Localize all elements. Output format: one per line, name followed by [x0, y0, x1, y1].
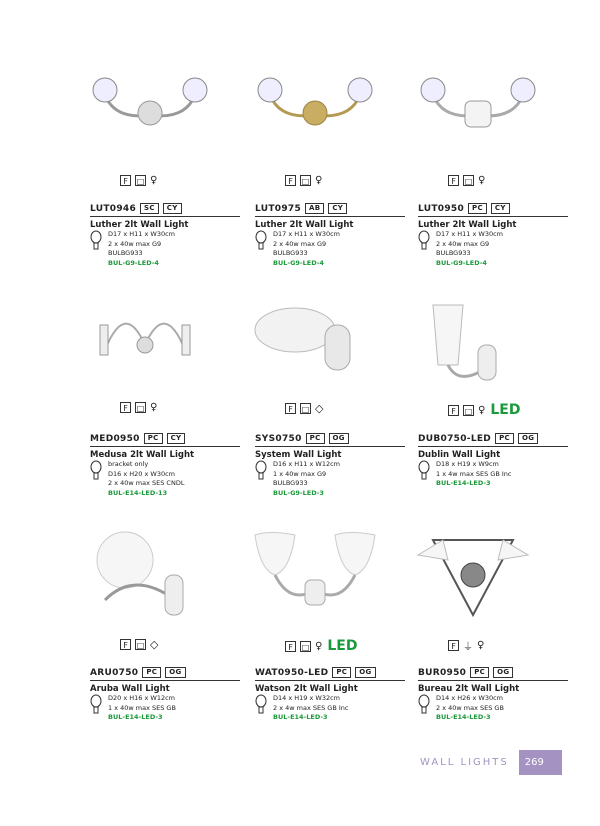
class-f-icon: F	[285, 175, 296, 186]
spec-line: D17 x H11 x W30cm	[273, 230, 340, 238]
finish-tag: PC	[144, 433, 163, 444]
class-f-icon: F	[120, 175, 131, 186]
double-insulated-icon: □	[301, 642, 310, 652]
section-title: WALL LIGHTS	[420, 757, 509, 768]
feature-icons	[448, 402, 520, 418]
product-name: Luther 2lt Wall Light	[90, 220, 189, 230]
divider	[255, 446, 405, 447]
product-code: SYS0750	[255, 433, 302, 444]
product-code: LUT0946	[90, 203, 137, 214]
spec-line: BULBG933	[273, 249, 308, 257]
lamp-icon	[90, 694, 104, 723]
product-image	[250, 75, 380, 139]
finish-tag: OG	[518, 433, 538, 444]
product-image	[85, 300, 205, 384]
product-info	[90, 433, 240, 498]
led-badge: LED	[490, 402, 521, 418]
feature-icons	[285, 402, 323, 415]
spec-line: D16 x H20 x W30cm	[108, 469, 175, 478]
feature-icons	[285, 175, 322, 186]
product-name: Luther 2lt Wall Light	[418, 220, 517, 230]
surface-mount-icon: ◇	[150, 638, 159, 651]
product-info	[418, 433, 568, 489]
led-bulb-code: BUL-E14-LED-3	[436, 713, 491, 721]
led-bulb-code: BUL-G9-LED-4	[436, 258, 487, 267]
finish-tag: PC	[468, 203, 487, 214]
product-name: Medusa 2lt Wall Light	[90, 450, 195, 460]
product-info	[90, 667, 240, 723]
finish-tag: OG	[329, 433, 349, 444]
feature-icons	[448, 175, 485, 186]
spec-line: 2 x 40w max G9	[108, 239, 162, 248]
product-image	[250, 530, 380, 614]
product-code: ARU0750	[90, 667, 139, 678]
page-footer	[420, 750, 562, 775]
product-code: MED0950	[90, 433, 140, 444]
product-image	[413, 530, 533, 624]
led-badge: LED	[327, 638, 358, 654]
bulb-icon: ♀	[150, 175, 158, 186]
product-name: Dublin Wall Light	[418, 450, 501, 460]
spec-line: 2 x 40w max G9	[273, 239, 327, 248]
feature-icons	[448, 638, 484, 653]
finish-tag: OG	[493, 667, 513, 678]
lamp-icon	[418, 230, 432, 268]
product-info	[418, 667, 568, 723]
spec-line: BULBG933	[273, 479, 308, 487]
feature-icons	[120, 638, 158, 651]
divider	[418, 680, 568, 681]
lamp-icon	[255, 460, 269, 498]
lamp-icon	[255, 230, 269, 268]
product-name: System Wall Light	[255, 450, 342, 460]
finish-tag: SC	[140, 203, 159, 214]
lamp-icon	[90, 230, 104, 268]
led-bulb-code: BUL-G9-LED-4	[108, 258, 159, 267]
product-name: Bureau 2lt Wall Light	[418, 684, 520, 694]
product-info	[255, 433, 405, 498]
finish-tag: PC	[306, 433, 325, 444]
spec-line: bracket only	[108, 460, 149, 468]
product-image	[85, 75, 215, 139]
led-bulb-code: BUL-E14-LED-13	[108, 488, 168, 497]
finish-tag: PC	[470, 667, 489, 678]
led-bulb-code: BUL-E14-LED-3	[273, 713, 328, 721]
spec-line: D20 x H16 x W12cm	[108, 694, 175, 702]
product-info	[418, 203, 568, 268]
double-insulated-icon: □	[136, 404, 145, 413]
spec-line: D17 x H11 x W30cm	[108, 230, 175, 238]
divider	[255, 216, 405, 217]
finish-tag: PC	[332, 667, 351, 678]
spec-line: 1 x 40w max SES GB	[108, 703, 176, 712]
product-code: BUR0950	[418, 667, 467, 678]
class-f-icon: F	[120, 402, 131, 413]
product-image	[85, 530, 195, 624]
spec-line: BULBG933	[108, 249, 143, 257]
finish-tag: OG	[165, 667, 185, 678]
double-insulated-icon: □	[136, 641, 145, 650]
product-info	[255, 203, 405, 268]
bulb-icon: ♀	[315, 175, 323, 186]
product-name: Aruba Wall Light	[90, 684, 170, 694]
lamp-icon	[418, 460, 432, 489]
class-f-icon: F	[448, 405, 459, 416]
spec-line: 1 x 4w max SES GB Inc	[436, 469, 512, 478]
led-bulb-code: BUL-E14-LED-3	[436, 479, 491, 487]
double-insulated-icon: □	[301, 405, 310, 414]
class-f-icon: F	[448, 175, 459, 186]
class-f-icon: F	[285, 641, 296, 652]
product-image	[250, 300, 360, 384]
divider	[418, 446, 568, 447]
led-bulb-code: BUL-G9-LED-3	[273, 488, 324, 497]
feature-icons	[120, 175, 157, 186]
surface-mount-icon: ◇	[315, 402, 324, 415]
divider	[418, 216, 568, 217]
divider	[90, 680, 240, 681]
double-insulated-icon: □	[464, 406, 473, 416]
spec-line: 1 x 40w max G9	[273, 469, 327, 478]
feature-icons	[285, 638, 357, 654]
led-bulb-code: BUL-G9-LED-4	[273, 258, 324, 267]
bulb-icon: ♀	[477, 640, 485, 651]
divider	[255, 680, 405, 681]
class-f-icon: F	[285, 403, 296, 414]
bulb-icon: ♀	[315, 640, 323, 652]
spec-line: D16 x H11 x W12cm	[273, 460, 340, 468]
bulb-icon: ♀	[478, 175, 486, 186]
product-name: Luther 2lt Wall Light	[255, 220, 354, 230]
finish-tag: CY	[163, 203, 182, 214]
class-f-icon: F	[120, 639, 131, 650]
spec-line: D18 x H19 x W9cm	[436, 460, 499, 468]
class-f-icon: F	[448, 640, 459, 651]
earth-icon: ⏚	[463, 642, 473, 653]
led-bulb-code: BUL-E14-LED-3	[108, 713, 163, 721]
product-info	[90, 203, 240, 268]
lamp-icon	[418, 694, 432, 723]
product-code: LUT0975	[255, 203, 302, 214]
product-image	[413, 75, 543, 139]
product-code: DUB0750-LED	[418, 433, 492, 444]
spec-line: D17 x H11 x W30cm	[436, 230, 503, 238]
bulb-icon: ♀	[150, 402, 158, 413]
double-insulated-icon: □	[136, 177, 145, 186]
spec-line: D14 x H19 x W32cm	[273, 694, 340, 702]
page-number: 269	[519, 750, 562, 775]
finish-tag: CY	[328, 203, 347, 214]
spec-line: 2 x 4w max SES GB Inc	[273, 703, 349, 712]
product-info	[255, 667, 405, 723]
product-image	[413, 300, 503, 394]
double-insulated-icon: □	[464, 177, 473, 186]
divider	[90, 446, 240, 447]
spec-line: BULBG933	[436, 249, 471, 257]
lamp-icon	[255, 694, 269, 723]
bulb-icon: ♀	[478, 404, 486, 416]
product-code: WAT0950-LED	[255, 667, 329, 678]
finish-tag: CY	[491, 203, 510, 214]
spec-line: D14 x H26 x W30cm	[436, 694, 503, 702]
product-name: Watson 2lt Wall Light	[255, 684, 358, 694]
lamp-icon	[90, 460, 104, 498]
finish-tag: CY	[167, 433, 186, 444]
product-code: LUT0950	[418, 203, 465, 214]
divider	[90, 216, 240, 217]
finish-tag: OG	[355, 667, 375, 678]
spec-line: 2 x 40w max SES GB	[436, 703, 504, 712]
spec-line: 2 x 40w max G9	[436, 239, 490, 248]
finish-tag: PC	[142, 667, 161, 678]
feature-icons	[120, 402, 157, 413]
finish-tag: AB	[305, 203, 324, 214]
double-insulated-icon: □	[301, 177, 310, 186]
finish-tag: PC	[495, 433, 514, 444]
spec-line: 2 x 40w max SES CNDL	[108, 479, 185, 487]
